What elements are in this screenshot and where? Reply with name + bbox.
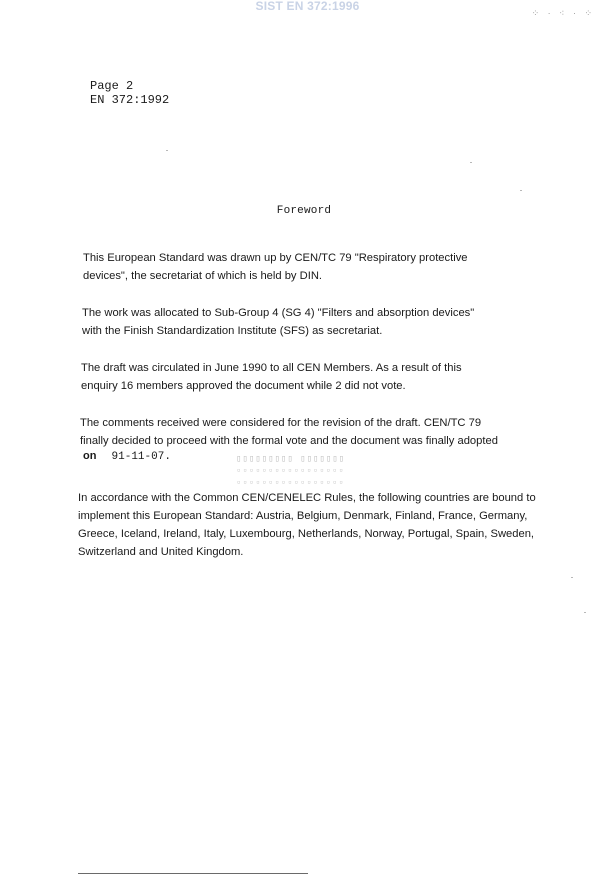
paragraph-line: This European Standard was drawn up by CEN/TC 79 "Respiratory protective [83,252,468,264]
standard-reference: EN 372:1992 [90,93,170,107]
scan-speck [584,612,586,613]
paragraph-line: with the Finish Standardization Institute (SFS) as secretariat. [82,325,383,337]
footer-rule [78,873,308,874]
paragraph-line: Greece, Iceland, Ireland, Italy, Luxembourg, Netherlands, Norway, Portugal, Spain, Sweden, [78,528,535,540]
paragraph-2 [82,304,474,340]
adoption-date: 91-11-07. [111,451,171,463]
paragraph-line: The work was allocated to Sub-Group 4 (SG 4) "Filters and absorption devices" [82,307,475,319]
scan-speck [571,577,573,578]
scan-speck [520,190,522,191]
paragraph-line: implement this European Standard: Austria, Belgium, Denmark, Finland, France, Germany, [78,510,528,522]
adoption-date-line [83,450,171,463]
paragraph-line: finally decided to proceed with the formal vote and the document was finally adopted [80,435,498,447]
paragraph-4 [80,414,498,450]
scan-speck [470,162,472,163]
scan-speck [166,150,168,151]
paragraph-line: The draft was circulated in June 1990 to all CEN Members. As a result of this [81,362,462,374]
paragraph-line: Switzerland and United Kingdom. [78,546,244,558]
page-number: Page 2 [90,79,134,93]
foreword-heading: Foreword [276,205,332,217]
paragraph-1 [83,249,468,285]
paragraph-line: In accordance with the Common CEN/CENELEC Rules, the following countries are bound to [78,492,536,504]
paragraph-5 [78,489,536,561]
paragraph-line: The comments received were considered for the revision of the draft. CEN/TC 79 [80,417,482,429]
date-prefix: on [83,450,97,462]
official-stamp: ▯▯▯▯▯▯▯▯▯ ▯▯▯▯▯▯▯ ▫▫▫▫▫▫▫▫▫▫▫▫▫▫▫▫▫ ▫▫▫▫▫▫▫▫▫▫▫▫▫▫▫▫▫ [236,454,346,488]
paragraph-line: devices", the secretariat of which is held by DIN. [83,270,323,282]
corner-marks: ⁘ · ⁖ · ⁘ [531,8,595,18]
paragraph-line: enquiry 16 members approved the document while 2 did not vote. [81,380,406,392]
paragraph-3 [81,359,462,395]
watermark: SIST EN 372:1996 [255,0,360,13]
